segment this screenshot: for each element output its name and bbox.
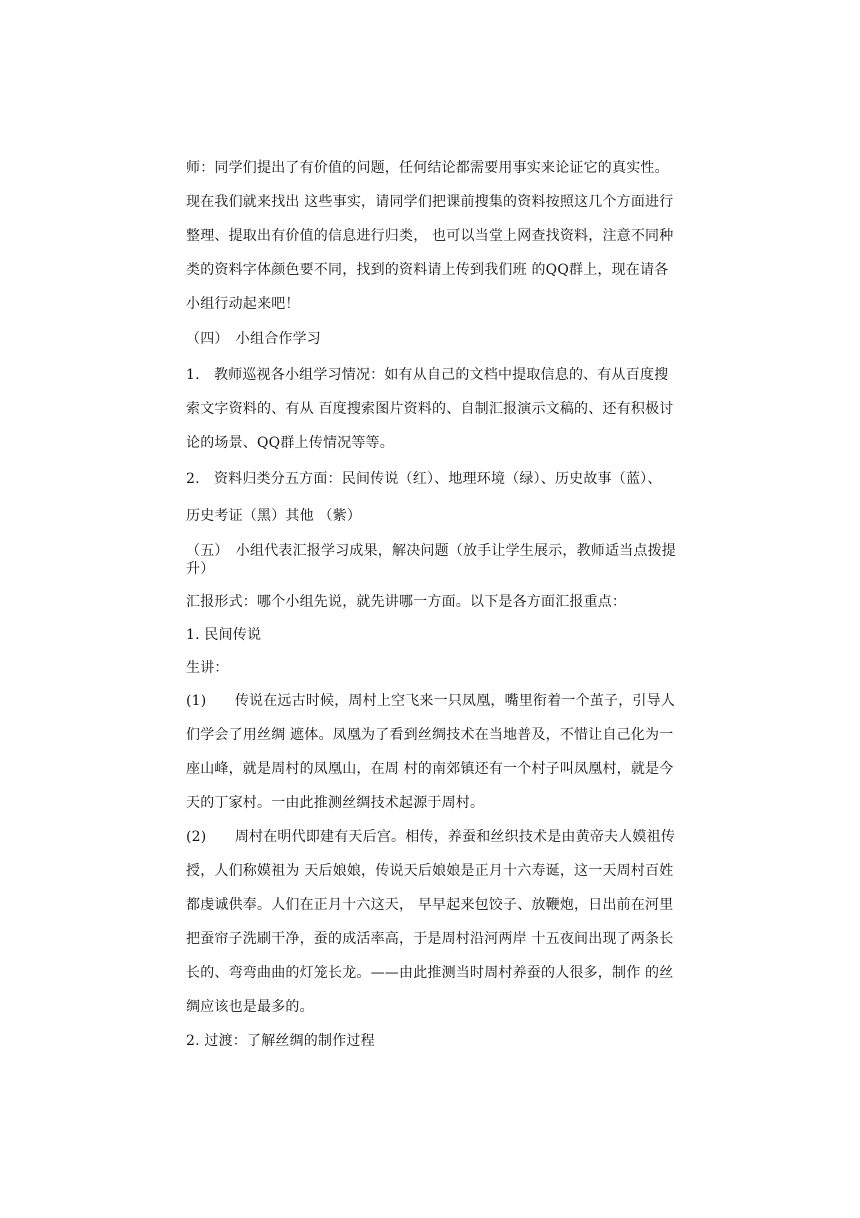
list-item-1-line-3: 论的场景、QQ群上传情况等等。 [186,435,394,451]
list-item-1-line-2: 索文字资料的、有从 百度搜索图片资料的、自制汇报演示文稿的、还有积极讨 [186,401,674,417]
list-item-2-line-1: 2. 资料归类分五方面：民间传说（红）、地理环境（绿）、历史故事（蓝）、 [186,471,662,487]
legend-2-line-6: 绸应该也是最多的。 [186,999,314,1015]
subheading-folk-legend: 1. 民间传说 [186,627,262,643]
section-heading-five-line-1: （五） 小组代表汇报学习成果，解决问题（放手让学生展示，教师适当点拨提 [186,543,676,559]
legend-2-line-1: (2) 周村在明代即建有天后宫。相传，养蚕和丝织技术是由黄帝夫人嫫祖传 [186,829,676,845]
section-heading-five-line-2: 升） [186,561,215,577]
list-item-2-line-2: 历史考证（黑）其他 （紫） [186,508,362,524]
paragraph-teacher-statement-line-2: 现在我们就来找出 这些事实，请同学们把课前搜集的资料按照这几个方面进行 [186,194,674,210]
legend-1-line-3: 座山峰，就是周村的凤凰山，在周 村的南郊镇还有一个村子叫凤凰村，就是今 [186,761,674,777]
paragraph-teacher-statement-line-4: 类的资料字体颜色要不同，找到的资料请上传到我们班 的QQ群上，现在请各 [186,262,669,278]
paragraph-teacher-statement-line-3: 整理、提取出有价值的信息进行归类， 也可以当堂上网查找资料，注意不同种 [186,228,674,244]
legend-1-line-2: 们学会了用丝绸 遮体。凤凰为了看到丝绸技术在当地普及，不惜让自己化为一 [186,727,674,743]
legend-1-line-4: 天的丁家村。一由此推测丝绸技术起源于周村。 [186,795,485,811]
legend-1-line-1: (1) 传说在远古时候，周村上空飞来一只凤凰，嘴里衔着一个茧子，引导人 [186,693,676,709]
paragraph-teacher-statement-line-5: 小组行动起来吧！ [186,296,300,312]
legend-2-line-5: 长的、弯弯曲曲的灯笼长龙。——由此推测当时周村养蚕的人很多，制作 的丝 [186,965,674,981]
paragraph-teacher-statement-line-1: 师：同学们提出了有价值的问题，任何结论都需要用事实来论证它的真实性。 [186,160,669,176]
report-format-text: 汇报形式：哪个小组先说，就先讲哪一方面。以下是各方面汇报重点： [186,594,627,610]
list-item-1-line-1: 1. 教师巡视各小组学习情况：如有从自己的文档中提取信息的、有从百度搜 [186,367,669,383]
legend-2-line-4: 把蚕帘子洗刷干净，蚕的成活率高，于是周村沿河两岸 十五夜间出现了两条长 [186,931,674,947]
legend-2-line-3: 都虔诚供奉。人们在正月十六这天， 早早起来包饺子、放鞭炮，日出前在河里 [186,897,674,913]
legend-2-line-2: 授，人们称嫫祖为 天后娘娘，传说天后娘娘是正月十六寿诞，这一天周村百姓 [186,863,674,879]
student-speaks-label: 生讲： [186,660,229,676]
section-heading-four: （四） 小组合作学习 [186,331,321,347]
subheading-transition: 2. 过渡：了解丝绸的制作过程 [186,1033,375,1049]
